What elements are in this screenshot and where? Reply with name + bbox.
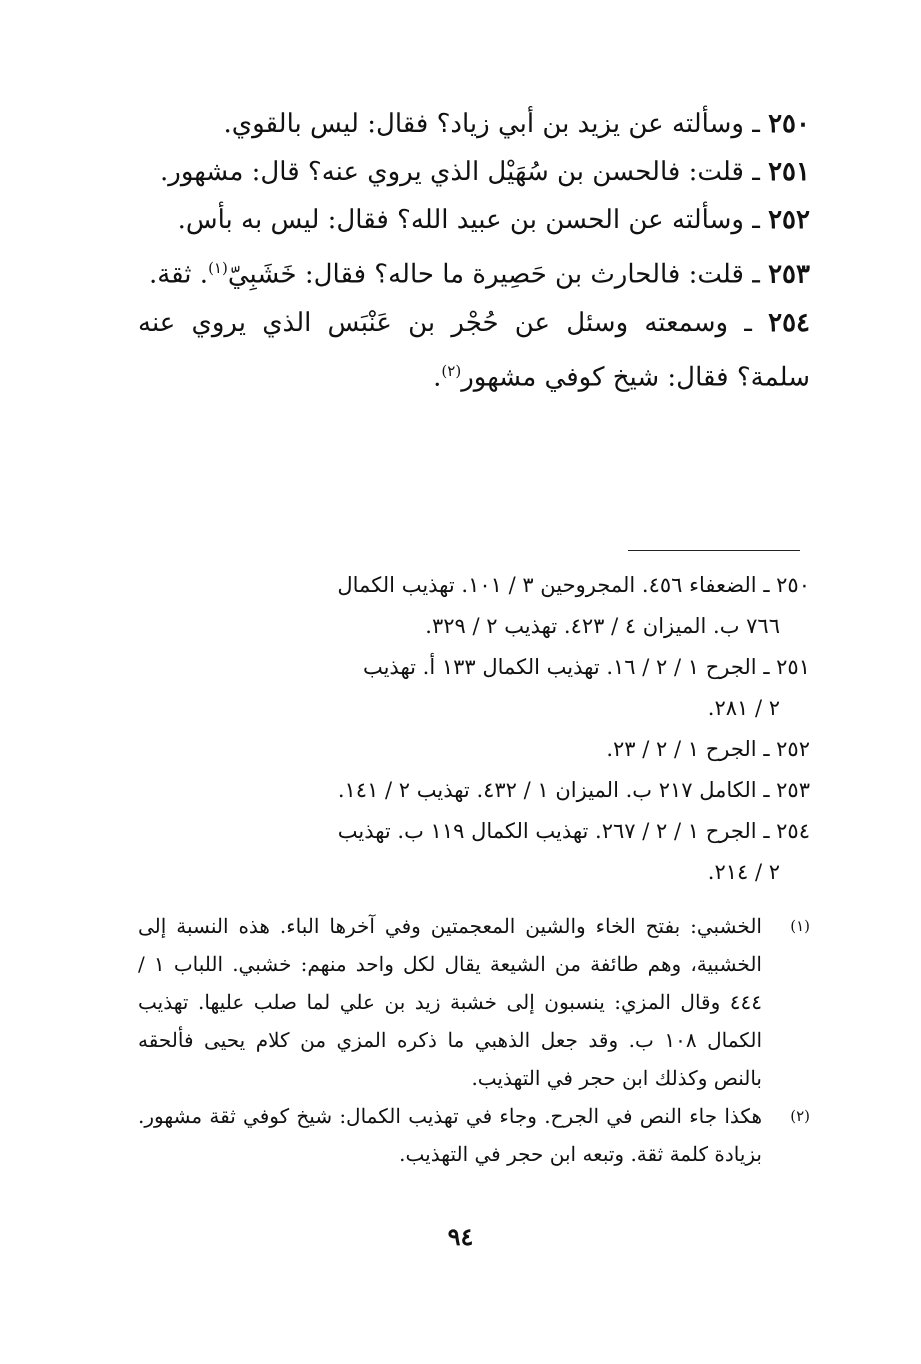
entry-250: ٢٥٠ ـ وسألته عن يزيد بن أبي زياد؟ فقال: ليس بالقوي.: [223, 109, 810, 139]
page-number: ٩٤: [447, 1222, 474, 1251]
footnote-ref-2[interactable]: (٢): [441, 361, 462, 380]
entry-252: ٢٥٢ ـ وسألته عن الحسن بن عبيد الله؟ فقال: ليس به بأس.: [177, 205, 810, 235]
footnote-text-1: الخشبي: بفتح الخاء والشين المعجمتين وفي آخرها الباء. هذه النسبة إلى الخشبية، وهم طائفة من الشيعة يقال لكل واحد منهم: خشبي. اللباب ١ / ٤٤٤ وقال المزي: ينسبون إلى خشبة زيد بن علي لما صلب عليها. تهذيب الكمال ١٠٨ ب. وقد جعل الذهبي ما ذكره المزي من كلام يحيى فألحقه بالنص وكذلك ابن حجر في التهذيب.: [138, 914, 763, 1090]
footnote-mark-2: (٢): [790, 1107, 810, 1125]
footnote-mark-1: (١): [790, 917, 810, 935]
footnote-2: [138, 1097, 810, 1173]
reference-250-cont: ٧٦٦ ب. الميزان ٤ / ٤٢٣. تهذيب ٢ / ٣٢٩.: [425, 614, 780, 638]
references-block: [138, 565, 810, 893]
reference-251: ٢٥١ ـ الجرح ١ / ٢ / ١٦. تهذيب الكمال ١٣٣ أ. تهذيب: [362, 655, 810, 679]
footnote-1: [138, 907, 810, 1097]
reference-250: ٢٥٠ ـ الضعفاء ٤٥٦. المجروحين ٣ / ١٠١. تهذيب الكمال: [337, 573, 810, 597]
reference-252: ٢٥٢ ـ الجرح ١ / ٢ / ٢٣.: [606, 737, 810, 761]
entry-254: ٢٥٤ ـ وسمعته وسئل عن حُجْر بن عَنْبَس الذي يروي عنه سلمة؟ فقال: شيخ كوفي مشهور$^{(٢)}$.: [138, 307, 811, 393]
entry-253: ٢٥٣ ـ قلت: فالحارث بن حَصِيرة ما حاله؟ فقال: خَشَبِيّ$^{(١)}$. ثقة.: [148, 259, 810, 290]
main-text: [138, 100, 810, 401]
reference-251-cont: ٢ / ٢٨١.: [707, 696, 780, 720]
footnotes-block: [138, 907, 810, 1173]
reference-253: ٢٥٣ ـ الكامل ٢١٧ ب. الميزان ١ / ٤٣٢. تهذيب ٢ / ١٤١.: [337, 778, 810, 802]
footnote-ref-1[interactable]: (١): [208, 259, 228, 277]
entry-251: ٢٥١ ـ قلت: فالحسن بن سُهَيْل الذي يروي عنه؟ قال: مشهور.: [160, 157, 810, 187]
footnote-text-2: هكذا جاء النص في الجرح. وجاء في تهذيب الكمال: شيخ كوفي ثقة مشهور. بزيادة كلمة ثقة. وتبعه ابن حجر في التهذيب.: [138, 1104, 762, 1166]
footnote-divider: [628, 550, 800, 551]
reference-254: ٢٥٤ ـ الجرح ١ / ٢ / ٢٦٧. تهذيب الكمال ١١٩ ب. تهذيب: [337, 819, 810, 843]
reference-254-cont: ٢ / ٢١٤.: [707, 860, 780, 884]
